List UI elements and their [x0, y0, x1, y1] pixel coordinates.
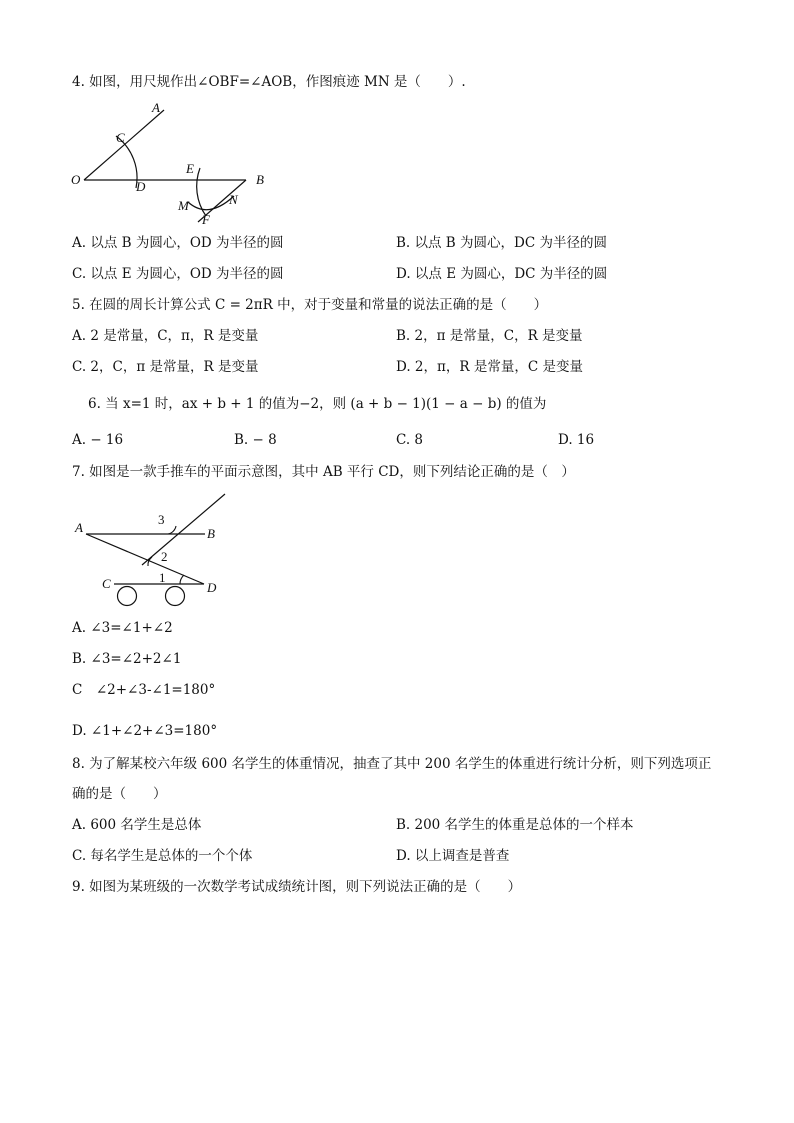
- q6-option-b: B. − 8: [234, 432, 277, 448]
- q8-option-c: C. 每名学生是总体的一个个体: [72, 848, 253, 864]
- q7-option-b: B. ∠3=∠2+2∠1: [72, 651, 182, 667]
- q4-option-d: D. 以点 E 为圆心，DC 为半径的圆: [396, 266, 608, 282]
- label-O: O: [71, 172, 81, 187]
- q6-stem: 6. 当 x=1 时，ax + b + 1 的值为−2，则 (a + b − 1)(1 − a − b) 的值为: [88, 396, 547, 412]
- label-B: B: [207, 526, 215, 541]
- q6-option-a: A. − 16: [72, 432, 124, 448]
- q4-option-c: C. 以点 E 为圆心，OD 为半径的圆: [72, 266, 284, 282]
- q4-stem: 4. 如图，用尺规作出∠OBF=∠AOB，作图痕迹 MN 是（ ）.: [72, 74, 466, 90]
- q8-option-a: A. 600 名学生是总体: [72, 817, 202, 833]
- q5-option-d: D. 2，π，R 是常量，C 是变量: [396, 359, 583, 375]
- q7-option-c: C ∠2+∠3-∠1=180°: [72, 682, 216, 698]
- q5-option-a: A. 2 是常量，C，π，R 是变量: [72, 328, 259, 344]
- q5-option-b: B. 2，π 是常量，C，R 是变量: [396, 328, 583, 344]
- q7-figure: [70, 490, 230, 608]
- label-D: D: [136, 179, 146, 194]
- q5-option-c: C. 2，C，π 是常量，R 是变量: [72, 359, 259, 375]
- label-M: M: [178, 198, 189, 213]
- q4-figure: [64, 100, 294, 230]
- q6-option-c: C. 8: [396, 432, 424, 448]
- q8-stem-line1: 8. 为了解某校六年级 600 名学生的体重情况，抽查了其中 200 名学生的体重进行统计分析，则下列选项正: [72, 756, 712, 772]
- label-E: E: [186, 161, 194, 176]
- label-B: B: [256, 172, 264, 187]
- label-A: A: [152, 100, 160, 115]
- label-N: N: [229, 192, 238, 207]
- angle-2-label: 2: [161, 549, 168, 564]
- q7-option-a: A. ∠3=∠1+∠2: [72, 620, 173, 636]
- label-C: C: [116, 130, 125, 145]
- label-A: A: [75, 520, 83, 535]
- q7-stem: 7. 如图是一款手推车的平面示意图，其中 AB 平行 CD，则下列结论正确的是（ ）: [72, 464, 575, 480]
- q8-stem-line2: 确的是（ ）: [72, 786, 167, 802]
- label-D: D: [207, 580, 217, 595]
- q4-option-b: B. 以点 B 为圆心，DC 为半径的圆: [396, 235, 607, 251]
- label-C: C: [102, 576, 111, 591]
- angle-3-label: 3: [158, 512, 165, 527]
- angle-1-label: 1: [159, 570, 166, 585]
- q6-option-d: D. 16: [558, 432, 595, 448]
- q8-option-b: B. 200 名学生的体重是总体的一个样本: [396, 817, 634, 833]
- q8-option-d: D. 以上调查是普查: [396, 848, 510, 864]
- label-F: F: [202, 212, 210, 227]
- q9-stem: 9. 如图为某班级的一次数学考试成绩统计图，则下列说法正确的是（ ）: [72, 879, 522, 895]
- q4-option-a: A. 以点 B 为圆心，OD 为半径的圆: [72, 235, 284, 251]
- q7-option-d: D. ∠1+∠2+∠3=180°: [72, 723, 218, 739]
- q5-stem: 5. 在圆的周长计算公式 C = 2πR 中，对于变量和常量的说法正确的是（ ）: [72, 297, 548, 313]
